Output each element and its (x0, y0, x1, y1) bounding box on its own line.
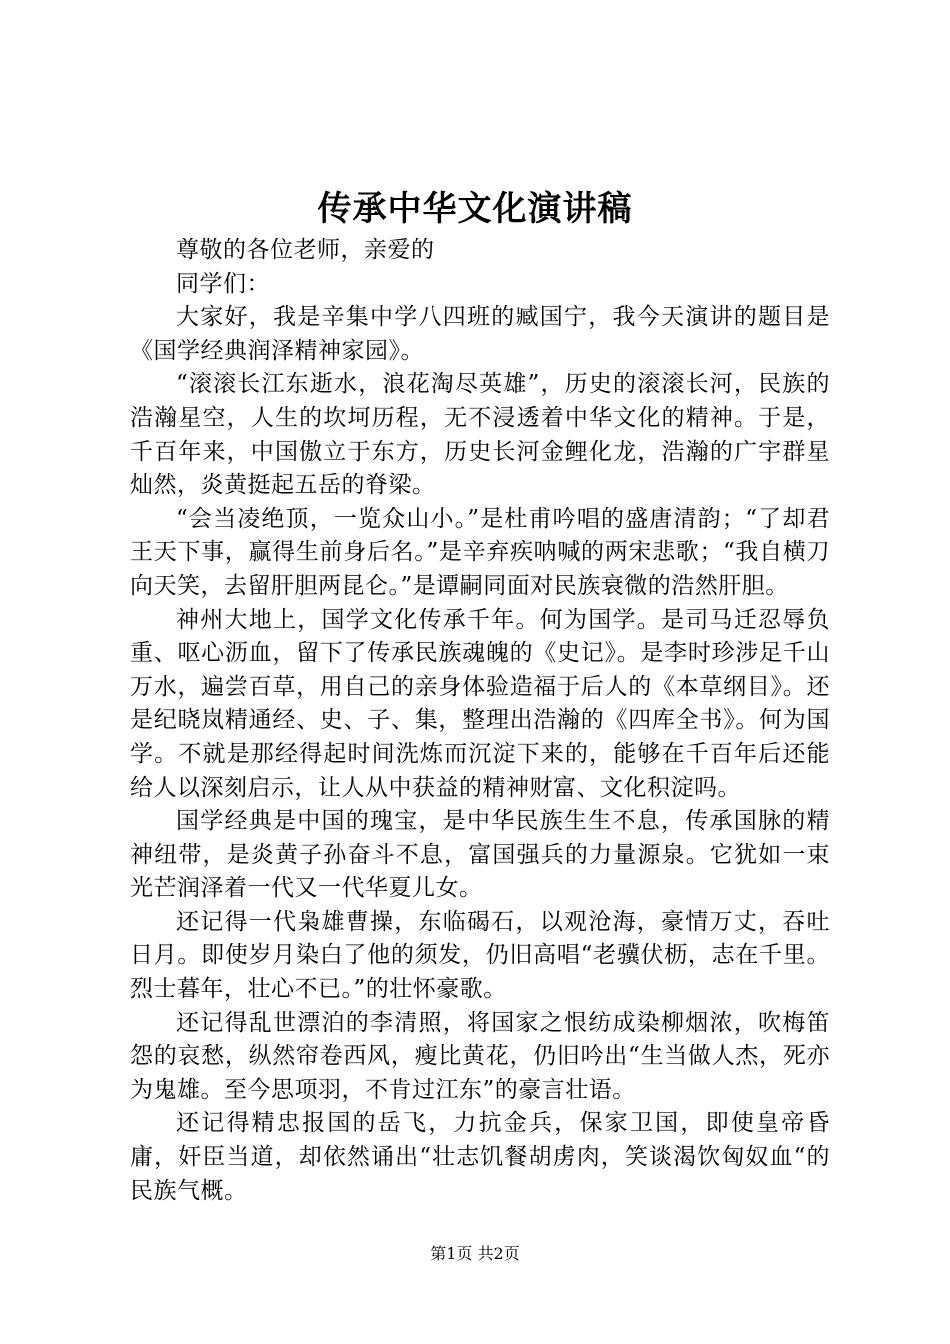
paragraph-salutation: 尊敬的各位老师，亲爱的 (176, 237, 435, 263)
paragraph: 神州大地上，国学文化传承千年。何为国学。是司马迁忍辱负重、呕心沥血，留下了传承民族魂魄的《史记》。是李时珍涉足千山万水，遍尝百草，用自己的亲身体验造福于后人的《本草纲目》。还是纪晓岚精通经、史、子、集，整理出浩瀚的《四库全书》。何为国学。不就是那经得起时间洗炼而沉淀下来的，能够在千百年后还能给人以深刻启示，让人从中获益的精神财富、文化积淀吗。 (130, 606, 830, 801)
page-number: 第1页 共2页 (430, 1244, 520, 1263)
paragraph: 还记得精忠报国的岳飞，力抗金兵，保家卫国，即使皇帝昏庸，奸臣当道，却依然诵出“壮志饥餐胡虏肉，笑谈渴饮匈奴血“的民族气概。 (130, 1110, 830, 1204)
paragraph: “会当凌绝顶，一览众山小。”是杜甫吟唱的盛唐清韵；“了却君王天下事，赢得生前身后名。”是辛弃疾呐喊的两宋悲歌；“我自横刀向天笑，去留肝胆两昆仑。”是谭嗣同面对民族衰微的浩然肝胆。 (130, 505, 830, 599)
document-title: 传承中华文化演讲稿 (317, 189, 633, 229)
paragraph: 还记得一代枭雄曹操，东临碣石，以观沧海，豪情万丈，吞吐日月。即使岁月染白了他的须发，仍旧高唱“老骥伏枥，志在千里。烈士暮年，壮心不已。”的壮怀豪歌。 (130, 908, 830, 1003)
paragraph: “滚滚长江东逝水，浪花淘尽英雄”，历史的滚滚长河，民族的浩瀚星空，人生的坎坷历程，无不浸透着中华文化的精神。于是，千百年来，中国傲立于东方，历史长河金鲤化龙，浩瀚的广宇群星灿然，炎黄挺起五岳的脊梁。 (130, 371, 830, 499)
paragraph: 国学经典是中国的瑰宝，是中华民族生生不息，传承国脉的精神纽带，是炎黄子孙奋斗不息，富国强兵的力量源泉。它犹如一束光芒润泽着一代又一代华夏儿女。 (130, 808, 830, 902)
paragraph: 还记得乱世漂泊的李清照，将国家之恨纺成染柳烟浓，吹梅笛怨的哀愁，纵然帘卷西风，瘦比黄花，仍旧吟出“生当做人杰，死亦为鬼雄。至今思项羽，不肯过江东”的豪言壮语。 (130, 1009, 830, 1103)
document-body (130, 234, 830, 1208)
paragraph: 大家好，我是辛集中学八四班的臧国宁，我今天演讲的题目是《国学经典润泽精神家园》。 (130, 304, 830, 364)
paragraph-salutation-cont: 同学们： (176, 270, 270, 297)
